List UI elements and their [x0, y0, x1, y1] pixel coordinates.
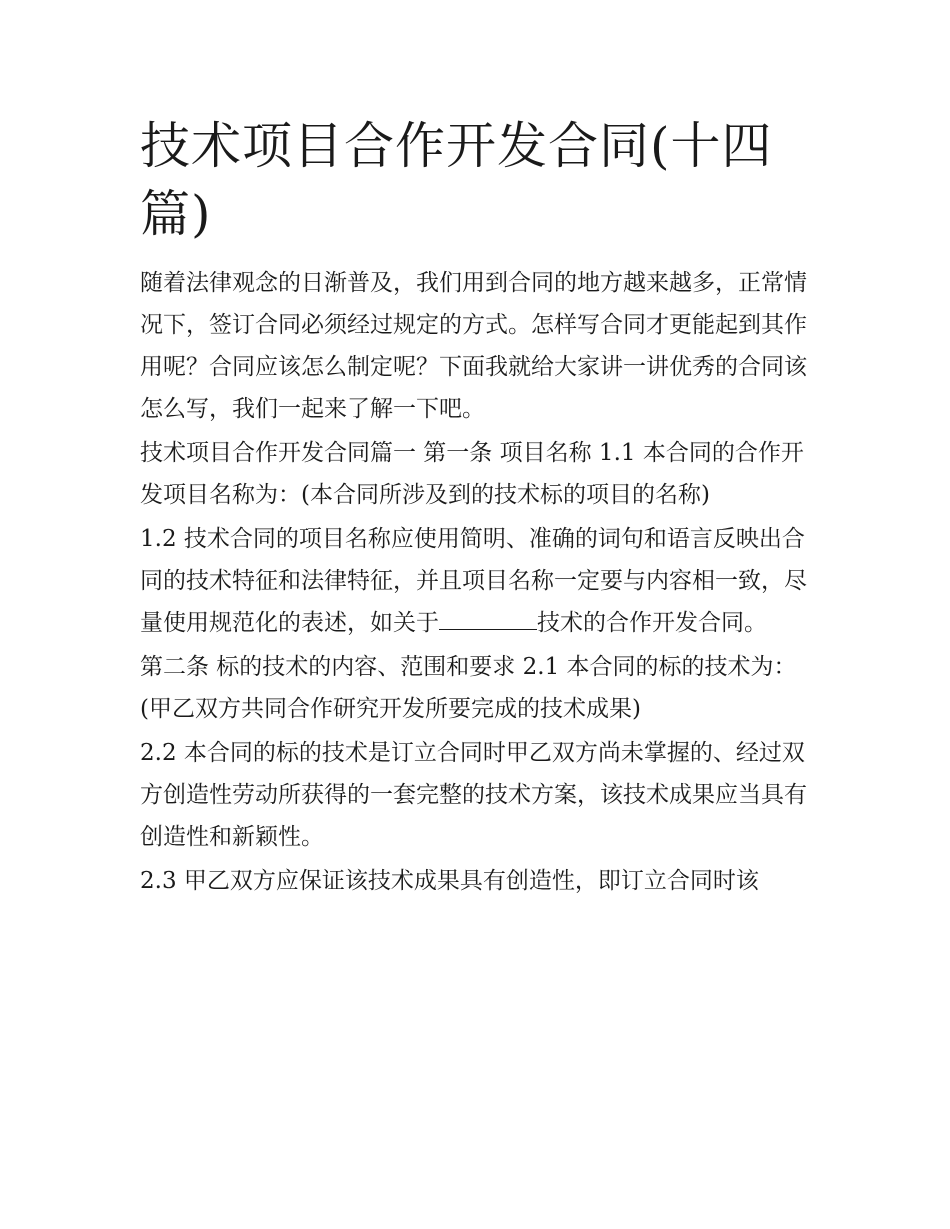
document-title: 技术项目合作开发合同(十四篇)	[140, 117, 773, 243]
article-1-2-text-after: 技术的合作开发合同。	[537, 610, 767, 636]
article-2-3-paragraph: 2.3 甲乙双方应保证该技术成果具有创造性，即订立合同时该	[140, 868, 759, 894]
article-1-2-paragraph	[140, 518, 820, 644]
article-1-2-text-before: 1.2 技术合同的项目名称应使用简明、准确的词句和语言反映出合同的技术特征和法律特征，并且项目名称一定要与内容相一致，尽量使用规范化的表述，如关于	[140, 526, 807, 636]
article-2-paragraph: 第二条 标的技术的内容、范围和要求 2.1 本合同的标的技术为：(甲乙双方共同合作研究开发所要完成的技术成果)	[140, 654, 797, 722]
document-page	[140, 112, 820, 904]
fill-in-blank	[439, 603, 537, 630]
article-2-2-paragraph: 2.2 本合同的标的技术是订立合同时甲乙双方尚未掌握的、经过双方创造性劳动所获得的一套完整的技术方案，该技术成果应当具有创造性和新颖性。	[140, 740, 807, 850]
intro-paragraph: 随着法律观念的日渐普及，我们用到合同的地方越来越多，正常情况下，签订合同必须经过规定的方式。怎样写合同才更能起到其作用呢？合同应该怎么制定呢？下面我就给大家讲一讲优秀的合同该怎么写，我们一起来了解一下吧。	[140, 270, 807, 422]
article-1-paragraph: 技术项目合作开发合同篇一 第一条 项目名称 1.1 本合同的合作开发项目名称为：(本合同所涉及到的技术标的项目的名称)	[140, 440, 804, 508]
